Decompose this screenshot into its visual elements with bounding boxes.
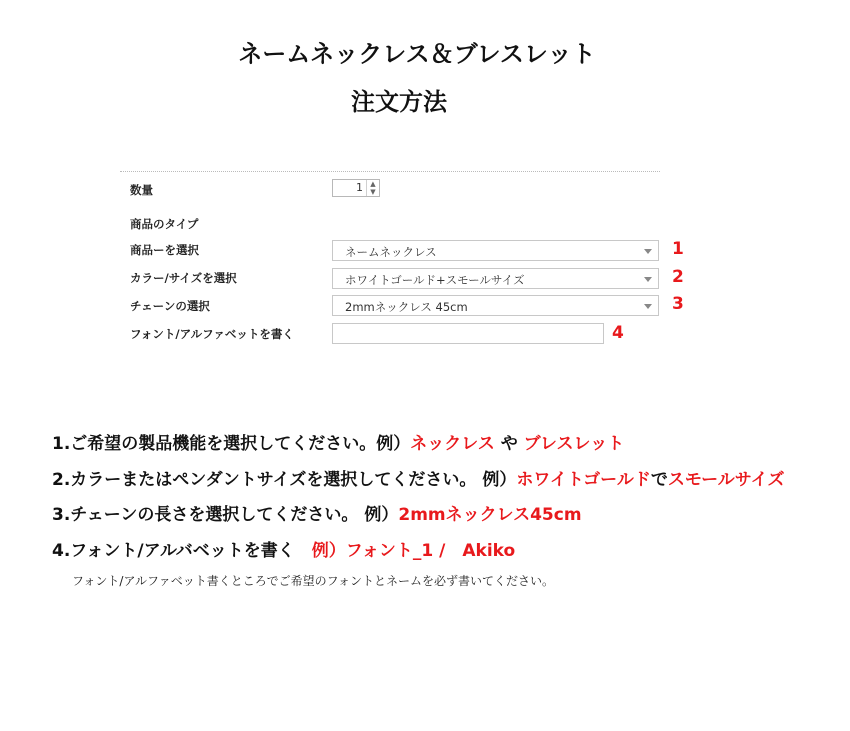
product-select[interactable] (332, 240, 659, 261)
font-note: フォント/アルファベット書くところでご希望のフォントとネームを必ず書いてください。 (72, 574, 555, 588)
instruction-text: 4.フォント/アルバベットを書く (52, 541, 312, 561)
color-size-select-value: ホワイトゴールド+スモールサイズ (345, 273, 525, 287)
font-input-label: フォント/アルファベットを書く (130, 327, 294, 341)
color-size-select-label: カラー/サイズを選択 (130, 271, 237, 285)
font-alphabet-input[interactable] (332, 323, 604, 344)
instruction-text: 2.カラーまたはペンダントサイズを選択してください。 例） (52, 470, 517, 490)
chain-select-label: チェーンの選択 (130, 299, 210, 313)
example-highlight: 例）フォント_1 / Akiko (311, 541, 516, 561)
decrement-icon[interactable]: ▼ (370, 188, 376, 196)
chain-select-value: 2mmネックレス 45cm (345, 300, 468, 314)
color-size-select[interactable] (332, 268, 659, 289)
marker-2: 2 (672, 267, 684, 287)
instruction-4 (52, 536, 515, 561)
caret-down-icon (644, 249, 652, 254)
quantity-stepper[interactable] (332, 179, 380, 197)
form-divider (120, 171, 660, 172)
page-title-line1: ネームネックレス＆ブレスレット (238, 40, 596, 68)
instruction-3 (52, 500, 582, 525)
instruction-connector: で (650, 470, 668, 490)
increment-icon[interactable]: ▲ (370, 180, 376, 188)
instruction-connector: や (494, 434, 524, 454)
marker-4: 4 (612, 323, 624, 343)
quantity-label: 数量 (130, 183, 153, 197)
marker-1: 1 (672, 239, 684, 259)
spin-arrows-icon[interactable] (366, 180, 379, 196)
instruction-2 (52, 465, 784, 490)
chain-select[interactable] (332, 295, 659, 316)
example-highlight: ブレスレット (523, 434, 625, 454)
example-highlight: スモールサイズ (667, 470, 785, 490)
product-select-label: 商品ーを選択 (130, 243, 199, 257)
marker-3: 3 (672, 294, 684, 314)
example-highlight: ネックレス (410, 434, 495, 454)
example-highlight: ホワイトゴールド (516, 470, 651, 490)
product-select-value: ネームネックレス (345, 245, 437, 259)
quantity-value: 1 (356, 181, 363, 194)
caret-down-icon (644, 304, 652, 309)
instruction-text: 3.チェーンの長さを選択してください。 例） (52, 505, 399, 525)
page-title-line2: 注文方法 (351, 88, 447, 116)
example-highlight: 2mmネックレス45cm (398, 505, 582, 525)
product-type-label: 商品のタイプ (130, 217, 199, 231)
instruction-text: 1.ご希望の製品機能を選択してください。例） (52, 434, 411, 454)
caret-down-icon (644, 277, 652, 282)
instruction-1 (52, 429, 624, 454)
